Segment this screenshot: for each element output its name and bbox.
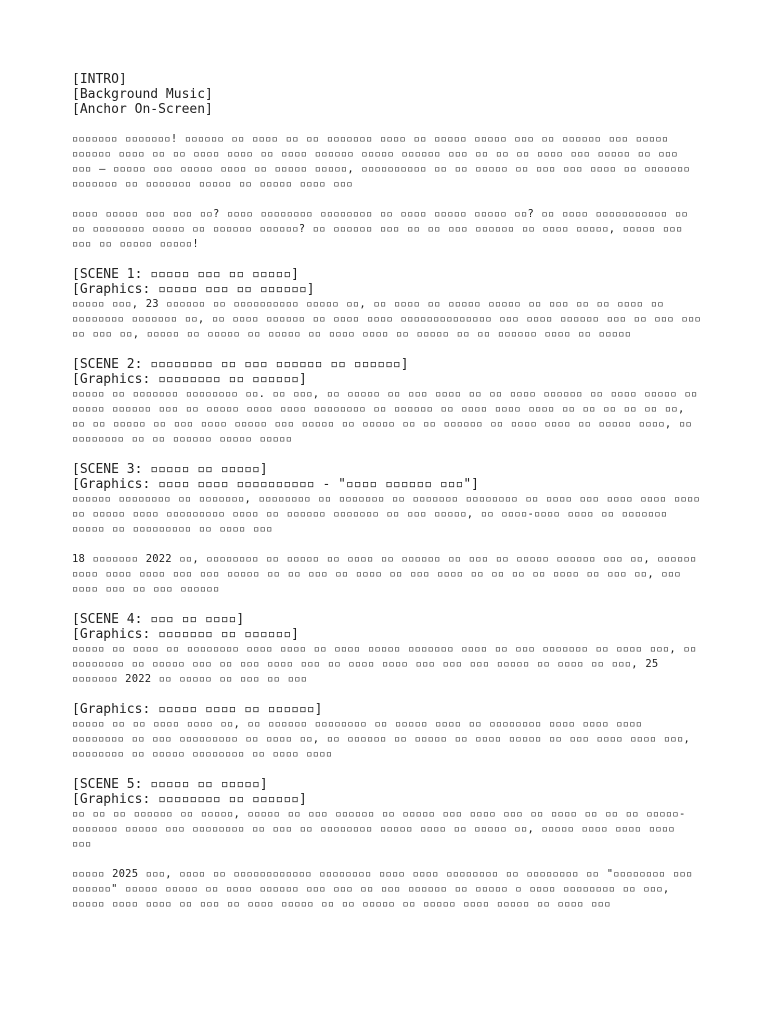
graphics-note: [Graphics: ▫▫▫▫▫▫▫▫ ▫▫ ▫▫▫▫▫▫] xyxy=(72,372,307,387)
graphics-note: [Graphics: ▫▫▫▫ ▫▫▫▫ ▫▫▫▫▫▫▫▫▫▫ - "▫▫▫▫ ▫▫▫▫▫▫ ▫▫▫"] xyxy=(72,477,479,492)
intro-paragraph-2: ▫▫▫▫ ▫▫▫▫▫ ▫▫▫ ▫▫▫ ▫▫? ▫▫▫▫ ▫▫▫▫▫▫▫▫ ▫▫▫▫▫▫▫▫ ▫▫ ▫▫▫▫ ▫▫▫▫▫ ▫▫▫▫▫ ▫▫? ▫▫ ▫▫▫▫ ▫▫▫▫▫▫▫▫▫▫▫ ▫▫ ▫▫ ▫▫▫▫▫▫▫▫ ▫▫▫▫▫ ▫▫ ▫▫▫▫▫▫ ▫▫▫▫▫▫? ▫▫ ▫▫▫▫▫▫ ▫▫▫ ▫▫ ▫▫ ▫▫▫ ▫▫▫▫▫▫ ▫▫ ▫▫▫▫ ▫▫▫▫▫, ▫▫▫▫▫ ▫▫▫ ▫▫▫ ▫▫ ▫▫▫▫▫ ▫▫▫▫▫! xyxy=(72,208,688,250)
graphics-note: [Graphics: ▫▫▫▫▫ ▫▫▫ ▫▫ ▫▫▫▫▫▫] xyxy=(72,282,315,297)
intro-paragraph-2-block xyxy=(72,207,702,252)
scene-3 xyxy=(72,462,702,537)
scene-heading: [SCENE 1: ▫▫▫▫▫ ▫▫▫ ▫▫ ▫▫▫▫▫] xyxy=(72,267,299,282)
scene-5 xyxy=(72,777,702,852)
background-music-tag: [Background Music] xyxy=(72,87,213,102)
intro-paragraph-1: ▫▫▫▫▫▫▫ ▫▫▫▫▫▫▫! ▫▫▫▫▫▫ ▫▫ ▫▫▫▫ ▫▫ ▫▫ ▫▫▫▫▫▫▫ ▫▫▫▫ ▫▫ ▫▫▫▫▫ ▫▫▫▫▫ ▫▫▫ ▫▫ ▫▫▫▫▫▫ ▫▫▫ ▫▫▫▫▫ ▫▫▫▫▫▫ ▫▫▫▫ ▫▫ ▫▫ ▫▫▫▫ ▫▫▫▫ ▫▫ ▫▫▫▫ ▫▫▫▫▫▫ ▫▫▫▫▫ ▫▫▫▫▫▫ ▫▫▫ ▫▫ ▫▫ ▫▫ ▫▫▫▫ ▫▫▫ ▫▫▫▫▫ ▫▫ ▫▫▫ ▫▫▫ – ▫▫▫▫▫ ▫▫▫ ▫▫▫▫▫ ▫▫▫▫ ▫▫ ▫▫▫▫▫ ▫▫▫▫▫, ▫▫▫▫▫▫▫▫▫▫ ▫▫ ▫▫ ▫▫▫▫▫ ▫▫ ▫▫▫ ▫▫▫ ▫▫▫▫ ▫▫ ▫▫▫▫▫▫▫ ▫▫▫▫▫▫▫ ▫▫ ▫▫▫▫▫▫▫ ▫▫▫▫▫ ▫▫ ▫▫▫▫▫ ▫▫▫▫ ▫▫▫ xyxy=(72,133,690,190)
graphics-note: [Graphics: ▫▫▫▫▫ ▫▫▫▫ ▫▫ ▫▫▫▫▫▫] xyxy=(72,702,323,717)
graphics-note: [Graphics: ▫▫▫▫▫▫▫ ▫▫ ▫▫▫▫▫▫] xyxy=(72,627,299,642)
scene-4-extra xyxy=(72,702,702,762)
intro-tag: [INTRO] xyxy=(72,72,127,87)
scene-paragraph: ▫▫▫▫▫ ▫▫ ▫▫▫▫ ▫▫ ▫▫▫▫▫▫▫▫ ▫▫▫▫ ▫▫▫▫ ▫▫ ▫▫▫▫ ▫▫▫▫▫ ▫▫▫▫▫▫▫ ▫▫▫▫ ▫▫ ▫▫▫ ▫▫▫▫▫▫▫ ▫▫ ▫▫▫▫ ▫▫▫, ▫▫ ▫▫▫▫▫▫▫▫ ▫▫ ▫▫▫▫▫ ▫▫▫ ▫▫ ▫▫▫ ▫▫▫▫ ▫▫▫ ▫▫ ▫▫▫▫ ▫▫▫▫ ▫▫▫ ▫▫▫ ▫▫▫ ▫▫▫▫▫ ▫▫ ▫▫▫▫ ▫▫ ▫▫▫, 25 ▫▫▫▫▫▫▫ 2022 ▫▫ ▫▫▫▫▫ ▫▫ ▫▫▫ ▫▫ ▫▫▫ xyxy=(72,643,697,685)
scene-4 xyxy=(72,612,702,687)
intro-paragraph-1-block xyxy=(72,132,702,192)
scene-heading: [SCENE 2: ▫▫▫▫▫▫▫▫ ▫▫ ▫▫▫ ▫▫▫▫▫▫ ▫▫ ▫▫▫▫▫▫] xyxy=(72,357,409,372)
scene-1 xyxy=(72,267,702,342)
scene-5-continued xyxy=(72,867,702,912)
intro-tags xyxy=(72,72,702,117)
graphics-note: [Graphics: ▫▫▫▫▫▫▫▫ ▫▫ ▫▫▫▫▫▫] xyxy=(72,792,307,807)
scene-paragraph: ▫▫ ▫▫ ▫▫ ▫▫▫▫▫▫ ▫▫ ▫▫▫▫▫, ▫▫▫▫▫ ▫▫ ▫▫▫ ▫▫▫▫▫▫ ▫▫ ▫▫▫▫▫ ▫▫▫ ▫▫▫▫ ▫▫▫ ▫▫ ▫▫▫▫ ▫▫ ▫▫ ▫▫ ▫▫▫▫▫-▫▫▫▫▫▫▫ ▫▫▫▫▫ ▫▫▫ ▫▫▫▫▫▫▫▫ ▫▫ ▫▫▫ ▫▫ ▫▫▫▫▫▫▫▫ ▫▫▫▫▫ ▫▫▫▫ ▫▫ ▫▫▫▫▫ ▫▫, ▫▫▫▫▫ ▫▫▫▫ ▫▫▫▫ ▫▫▫▫ ▫▫▫ xyxy=(72,808,686,850)
scene-heading: [SCENE 3: ▫▫▫▫▫ ▫▫ ▫▫▫▫▫] xyxy=(72,462,268,477)
scene-heading: [SCENE 4: ▫▫▫ ▫▫ ▫▫▫▫] xyxy=(72,612,245,627)
scene-paragraph: 18 ▫▫▫▫▫▫▫ 2022 ▫▫, ▫▫▫▫▫▫▫▫ ▫▫ ▫▫▫▫▫ ▫▫ ▫▫▫▫ ▫▫ ▫▫▫▫▫▫ ▫▫ ▫▫▫ ▫▫ ▫▫▫▫▫ ▫▫▫▫▫▫ ▫▫▫ ▫▫, ▫▫▫▫▫▫ ▫▫▫▫ ▫▫▫▫ ▫▫▫▫ ▫▫▫ ▫▫▫ ▫▫▫▫▫ ▫▫ ▫▫ ▫▫▫ ▫▫ ▫▫▫▫ ▫▫ ▫▫▫ ▫▫▫▫ ▫▫ ▫▫ ▫▫ ▫▫ ▫▫▫▫ ▫▫ ▫▫▫ ▫▫, ▫▫▫ ▫▫▫▫ ▫▫▫ ▫▫ ▫▫▫ ▫▫▫▫▫▫ xyxy=(72,553,697,595)
scene-paragraph: ▫▫▫▫▫ ▫▫▫, 23 ▫▫▫▫▫▫ ▫▫ ▫▫▫▫▫▫▫▫▫▫ ▫▫▫▫▫ ▫▫, ▫▫ ▫▫▫▫ ▫▫ ▫▫▫▫▫ ▫▫▫▫▫ ▫▫ ▫▫▫ ▫▫ ▫▫ ▫▫▫▫ ▫▫ ▫▫▫▫▫▫▫▫ ▫▫▫▫▫▫▫ ▫▫, ▫▫ ▫▫▫▫ ▫▫▫▫▫▫ ▫▫ ▫▫▫▫ ▫▫▫▫ ▫▫▫▫▫▫▫▫▫▫▫▫▫▫ ▫▫▫ ▫▫▫▫ ▫▫▫▫▫▫ ▫▫▫ ▫▫ ▫▫▫ ▫▫▫ ▫▫ ▫▫▫ ▫▫, ▫▫▫▫▫ ▫▫ ▫▫▫▫▫ ▫▫ ▫▫▫▫▫ ▫▫ ▫▫▫▫ ▫▫▫▫ ▫▫ ▫▫▫▫▫ ▫▫ ▫▫ ▫▫▫▫▫▫ ▫▫▫▫ ▫▫ ▫▫▫▫▫ xyxy=(72,298,702,340)
scene-2 xyxy=(72,357,702,447)
scene-paragraph: ▫▫▫▫▫▫ ▫▫▫▫▫▫▫▫ ▫▫ ▫▫▫▫▫▫▫, ▫▫▫▫▫▫▫▫ ▫▫ ▫▫▫▫▫▫▫ ▫▫ ▫▫▫▫▫▫▫ ▫▫▫▫▫▫▫▫ ▫▫ ▫▫▫▫ ▫▫▫ ▫▫▫▫ ▫▫▫▫ ▫▫▫▫ ▫▫ ▫▫▫▫▫ ▫▫▫▫ ▫▫▫▫▫▫▫▫▫ ▫▫▫▫ ▫▫ ▫▫▫▫▫▫ ▫▫▫▫▫▫▫ ▫▫ ▫▫▫ ▫▫▫▫▫, ▫▫ ▫▫▫▫-▫▫▫▫ ▫▫▫▫ ▫▫ ▫▫▫▫▫▫▫ ▫▫▫▫▫ ▫▫ ▫▫▫▫▫▫▫▫▫ ▫▫ ▫▫▫▫ ▫▫▫ xyxy=(72,493,701,535)
anchor-on-screen-tag: [Anchor On-Screen] xyxy=(72,102,213,117)
scene-paragraph: ▫▫▫▫▫ 2025 ▫▫▫, ▫▫▫▫ ▫▫ ▫▫▫▫▫▫▫▫▫▫▫▫ ▫▫▫▫▫▫▫▫ ▫▫▫▫ ▫▫▫▫ ▫▫▫▫▫▫▫▫ ▫▫ ▫▫▫▫▫▫▫▫ ▫▫ "▫▫▫▫▫▫▫▫ ▫▫▫ ▫▫▫▫▫▫" ▫▫▫▫▫ ▫▫▫▫▫ ▫▫ ▫▫▫▫ ▫▫▫▫▫▫ ▫▫▫ ▫▫▫ ▫▫ ▫▫▫ ▫▫▫▫▫▫ ▫▫ ▫▫▫▫▫ ▫ ▫▫▫▫ ▫▫▫▫▫▫▫▫ ▫▫ ▫▫▫, ▫▫▫▫▫ ▫▫▫▫ ▫▫▫▫ ▫▫ ▫▫▫ ▫▫ ▫▫▫▫ ▫▫▫▫▫ ▫▫ ▫▫ ▫▫▫▫▫ ▫▫ ▫▫▫▫▫ ▫▫▫▫ ▫▫▫▫▫ ▫▫ ▫▫▫▫ ▫▫▫ xyxy=(72,868,693,910)
script-document xyxy=(72,72,702,912)
scene-paragraph: ▫▫▫▫▫ ▫▫ ▫▫ ▫▫▫▫ ▫▫▫▫ ▫▫, ▫▫ ▫▫▫▫▫▫ ▫▫▫▫▫▫▫▫ ▫▫ ▫▫▫▫▫ ▫▫▫▫ ▫▫ ▫▫▫▫▫▫▫▫ ▫▫▫▫ ▫▫▫▫ ▫▫▫▫ ▫▫▫▫▫▫▫▫ ▫▫ ▫▫▫ ▫▫▫▫▫▫▫▫▫ ▫▫ ▫▫▫▫ ▫▫, ▫▫ ▫▫▫▫▫▫ ▫▫ ▫▫▫▫▫ ▫▫ ▫▫▫▫ ▫▫▫▫▫ ▫▫ ▫▫▫ ▫▫▫▫ ▫▫▫▫ ▫▫▫, ▫▫▫▫▫▫▫▫ ▫▫ ▫▫▫▫▫ ▫▫▫▫▫▫▫▫ ▫▫ ▫▫▫▫ ▫▫▫▫ xyxy=(72,718,690,760)
scene-heading: [SCENE 5: ▫▫▫▫▫ ▫▫ ▫▫▫▫▫] xyxy=(72,777,268,792)
scene-paragraph: ▫▫▫▫▫ ▫▫ ▫▫▫▫▫▫▫ ▫▫▫▫▫▫▫▫ ▫▫. ▫▫ ▫▫▫, ▫▫ ▫▫▫▫▫ ▫▫ ▫▫▫ ▫▫▫▫ ▫▫ ▫▫ ▫▫▫▫ ▫▫▫▫▫▫ ▫▫ ▫▫▫▫ ▫▫▫▫▫ ▫▫ ▫▫▫▫▫ ▫▫▫▫▫▫ ▫▫▫ ▫▫ ▫▫▫▫▫ ▫▫▫▫ ▫▫▫▫ ▫▫▫▫▫▫▫▫ ▫▫ ▫▫▫▫▫▫ ▫▫ ▫▫▫▫ ▫▫▫▫ ▫▫▫▫ ▫▫ ▫▫ ▫▫ ▫▫ ▫▫ ▫▫, ▫▫ ▫▫ ▫▫▫▫▫ ▫▫ ▫▫▫ ▫▫▫▫ ▫▫▫▫▫ ▫▫▫ ▫▫▫▫▫ ▫▫ ▫▫▫▫▫ ▫▫ ▫▫ ▫▫▫▫▫▫ ▫▫ ▫▫▫▫ ▫▫▫▫ ▫▫ ▫▫▫▫▫ ▫▫▫▫, ▫▫ ▫▫▫▫▫▫▫▫ ▫▫ ▫▫ ▫▫▫▫▫▫ ▫▫▫▫▫ ▫▫▫▫▫ xyxy=(72,388,698,445)
scene-3-continued xyxy=(72,552,702,597)
